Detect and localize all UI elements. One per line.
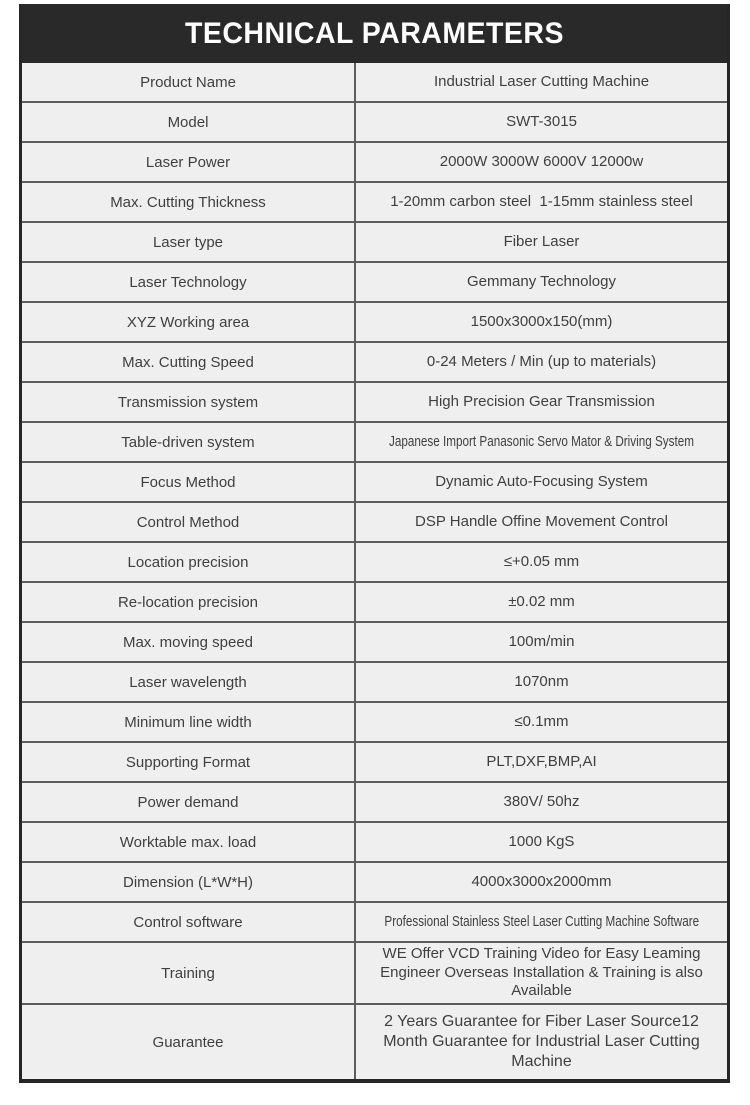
title-bar [22,4,727,63]
param-label: Product Name [140,73,236,91]
technical-parameters-sheet [19,4,730,1083]
param-label-cell [22,583,356,621]
table-row [22,63,727,103]
table-row [22,463,727,503]
param-value: 2 Years Guarantee for Fiber Laser Source12 Month Guarantee for Industrial Laser Cutting Machine [383,1013,700,1070]
table-row [22,703,727,743]
param-value: ≤+0.05 mm [503,552,580,570]
param-label: Supporting Format [125,753,251,771]
param-value: WE Offer VCD Training Video for Easy Leaming Engineer Overseas Installation & Training is also Available [380,944,703,1000]
param-value-cell [356,863,727,901]
param-value-cell [356,423,727,461]
param-label-cell [22,543,356,581]
param-value-cell [356,1005,727,1079]
param-label-cell [22,383,356,421]
param-value: 2000W 3000W 6000V 12000w [439,152,644,170]
table-row [22,1005,727,1079]
param-value-cell [356,703,727,741]
param-value: SWT-3015 [506,112,577,130]
param-value-cell [356,823,727,861]
param-value-cell [356,783,727,821]
param-value-cell [356,383,727,421]
param-label-cell [22,303,356,341]
param-label-cell [22,423,356,461]
param-label: Worktable max. load [119,833,257,851]
param-value-cell [356,903,727,941]
param-value-cell [356,583,727,621]
param-value-cell [356,183,727,221]
param-label: Dimension (L*W*H) [122,873,254,891]
table-row [22,623,727,663]
param-label-cell [22,903,356,941]
param-label: Laser Power [145,153,231,171]
param-value-cell [356,943,727,1003]
param-value: 1000 KgS [508,832,575,850]
param-value: Industrial Laser Cutting Machine [433,72,650,90]
param-label: Max. Cutting Speed [122,353,254,371]
table-row [22,783,727,823]
param-value-cell [356,303,727,341]
param-value: Japanese Import Panasonic Servo Mator & Driving System [389,432,695,450]
param-value: High Precision Gear Transmission [428,392,655,410]
table-row [22,303,727,343]
param-value-cell [356,463,727,501]
param-label: Laser wavelength [129,673,247,691]
param-label: Control software [133,913,243,931]
param-label-cell [22,783,356,821]
param-label: Max. moving speed [122,633,254,651]
param-value: 380V/ 50hz [503,792,580,810]
param-value-cell [356,103,727,141]
param-label: Re-location precision [117,593,259,611]
param-value-cell [356,223,727,261]
param-value: Dynamic Auto-Focusing System [435,472,648,490]
table-row [22,223,727,263]
table-row [22,103,727,143]
param-value: 1070nm [514,672,569,690]
param-value-cell [356,503,727,541]
table-row [22,423,727,463]
param-label: Max. Cutting Thickness [110,193,266,211]
param-label-cell [22,263,356,301]
param-label-cell [22,823,356,861]
table-row [22,823,727,863]
param-label-cell [22,223,356,261]
param-label: Laser Technology [129,273,247,291]
param-label: Table-driven system [121,433,255,451]
parameters-table [22,63,727,1079]
param-label-cell [22,143,356,181]
param-label: Guarantee [152,1033,224,1051]
param-label: Power demand [137,793,239,811]
table-row [22,583,727,623]
param-label: Minimum line width [124,713,252,731]
param-value-cell [356,543,727,581]
table-row [22,743,727,783]
param-label: Laser type [152,233,224,251]
param-value: 1500x3000x150(mm) [470,312,613,330]
param-label: Model [167,113,209,131]
param-value: ±0.02 mm [508,592,575,610]
param-label: Transmission system [117,393,259,411]
param-label-cell [22,183,356,221]
param-label: XYZ Working area [126,313,250,331]
param-value: 1-20mm carbon steel 1-15mm stainless steel [390,192,693,210]
param-label-cell [22,743,356,781]
page-title: TECHNICAL PARAMETERS [185,16,564,50]
table-row [22,903,727,943]
param-value-cell [356,663,727,701]
param-value: ≤0.1mm [514,712,569,730]
param-label: Training [161,964,215,982]
param-label-cell [22,63,356,101]
param-label-cell [22,703,356,741]
param-label-cell [22,343,356,381]
param-value: 4000x3000x2000mm [471,872,612,890]
table-row [22,263,727,303]
param-label-cell [22,103,356,141]
param-value: Professional Stainless Steel Laser Cutting Machine Software [384,912,699,930]
param-label-cell [22,623,356,661]
param-label: Focus Method [140,473,236,491]
table-row [22,943,727,1005]
table-row [22,183,727,223]
table-row [22,343,727,383]
table-row [22,383,727,423]
param-label-cell [22,503,356,541]
table-row [22,543,727,583]
param-value: Fiber Laser [503,232,580,250]
param-value-cell [356,343,727,381]
param-value-cell [356,263,727,301]
table-row [22,503,727,543]
table-row [22,863,727,903]
param-label-cell [22,863,356,901]
param-label-cell [22,943,356,1003]
param-value-cell [356,623,727,661]
param-label-cell [22,663,356,701]
param-value-cell [356,743,727,781]
param-value: 0-24 Meters / Min (up to materials) [426,352,657,370]
param-value-cell [356,143,727,181]
param-label-cell [22,1005,356,1079]
param-value-cell [356,63,727,101]
table-row [22,663,727,703]
param-value: Gemmany Technology [467,272,616,290]
param-value: 100m/min [508,632,575,650]
param-label: Location precision [127,553,249,571]
table-row [22,143,727,183]
param-value: DSP Handle Offine Movement Control [415,512,668,530]
param-label-cell [22,463,356,501]
param-value: PLT,DXF,BMP,AI [486,752,597,770]
param-label: Control Method [136,513,240,531]
